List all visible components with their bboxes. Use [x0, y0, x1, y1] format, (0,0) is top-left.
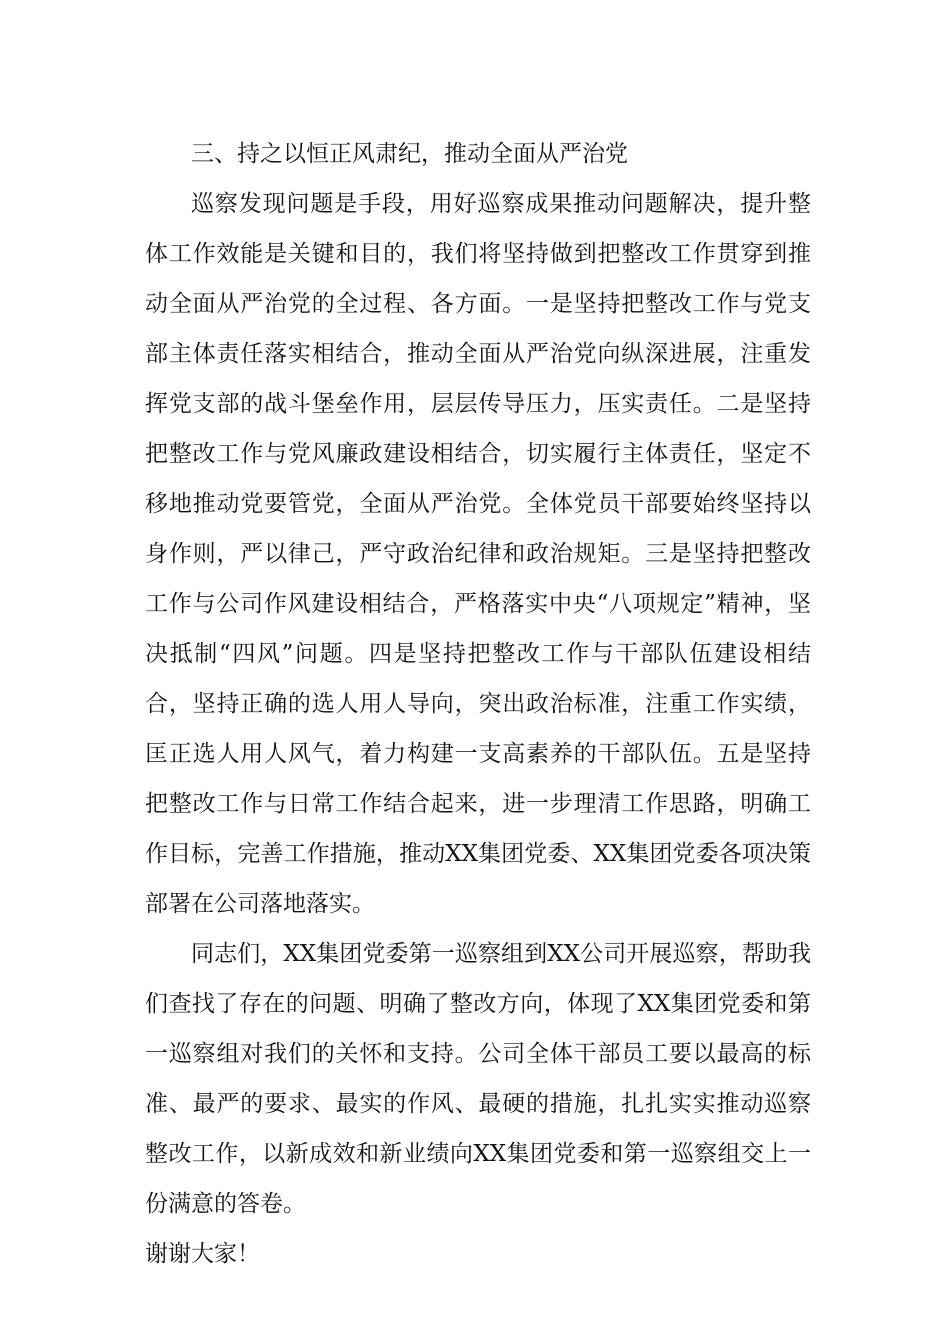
- paragraph-rectification-measures: 巡察发现问题是手段，用好巡察成果推动问题解决，提升整体工作效能是关键和目的，我们将坚持做到把整改工作贯穿到推动全面从严治党的全过程、各方面。一是坚持把整改工作与党支部主体责任落实相结合，推动全面从严治党向纵深进展，注重发挥党支部的战斗堡垒作用，层层传导压力，压实责任。二是坚持把整改工作与党风廉政建设相结合，切实履行主体责任，坚定不移地推动党要管党，全面从严治党。全体党员干部要始终坚持以身作则，严以律己，严守政治纪律和政治规矩。三是坚持把整改工作与公司作风建设相结合，严格落实中央“八项规定”精神，坚决抵制“四风”问题。四是坚持把整改工作与干部队伍建设相结合，坚持正确的选人用人导向，突出政治标准，注重工作实绩，匡正选人用人风气，着力构建一支高素养的干部队伍。五是坚持把整改工作与日常工作结合起来，进一步理清工作思路，明确工作目标，完善工作措施，推动XX集团党委、XX集团党委各项决策部署在公司落地落实。: [145, 191, 811, 917]
- document-body: [145, 129, 811, 1279]
- closing-thanks: 谢谢大家！: [145, 1241, 260, 1267]
- paragraph-conclusion: 同志们，XX集团党委第一巡察组到XX公司开展巡察，帮助我们查找了存在的问题、明确了整改方向，体现了XX集团党委和第一巡察组对我们的关怀和支持。公司全体干部员工要以最高的标准、最严的要求、最实的作风、最硬的措施，扎扎实实推动巡察整改工作，以新成效和新业绩向XX集团党委和第一巡察组交上一份满意的答卷。: [145, 941, 811, 1217]
- section-heading: 三、持之以恒正风肃纪，推动全面从严治党: [191, 141, 628, 167]
